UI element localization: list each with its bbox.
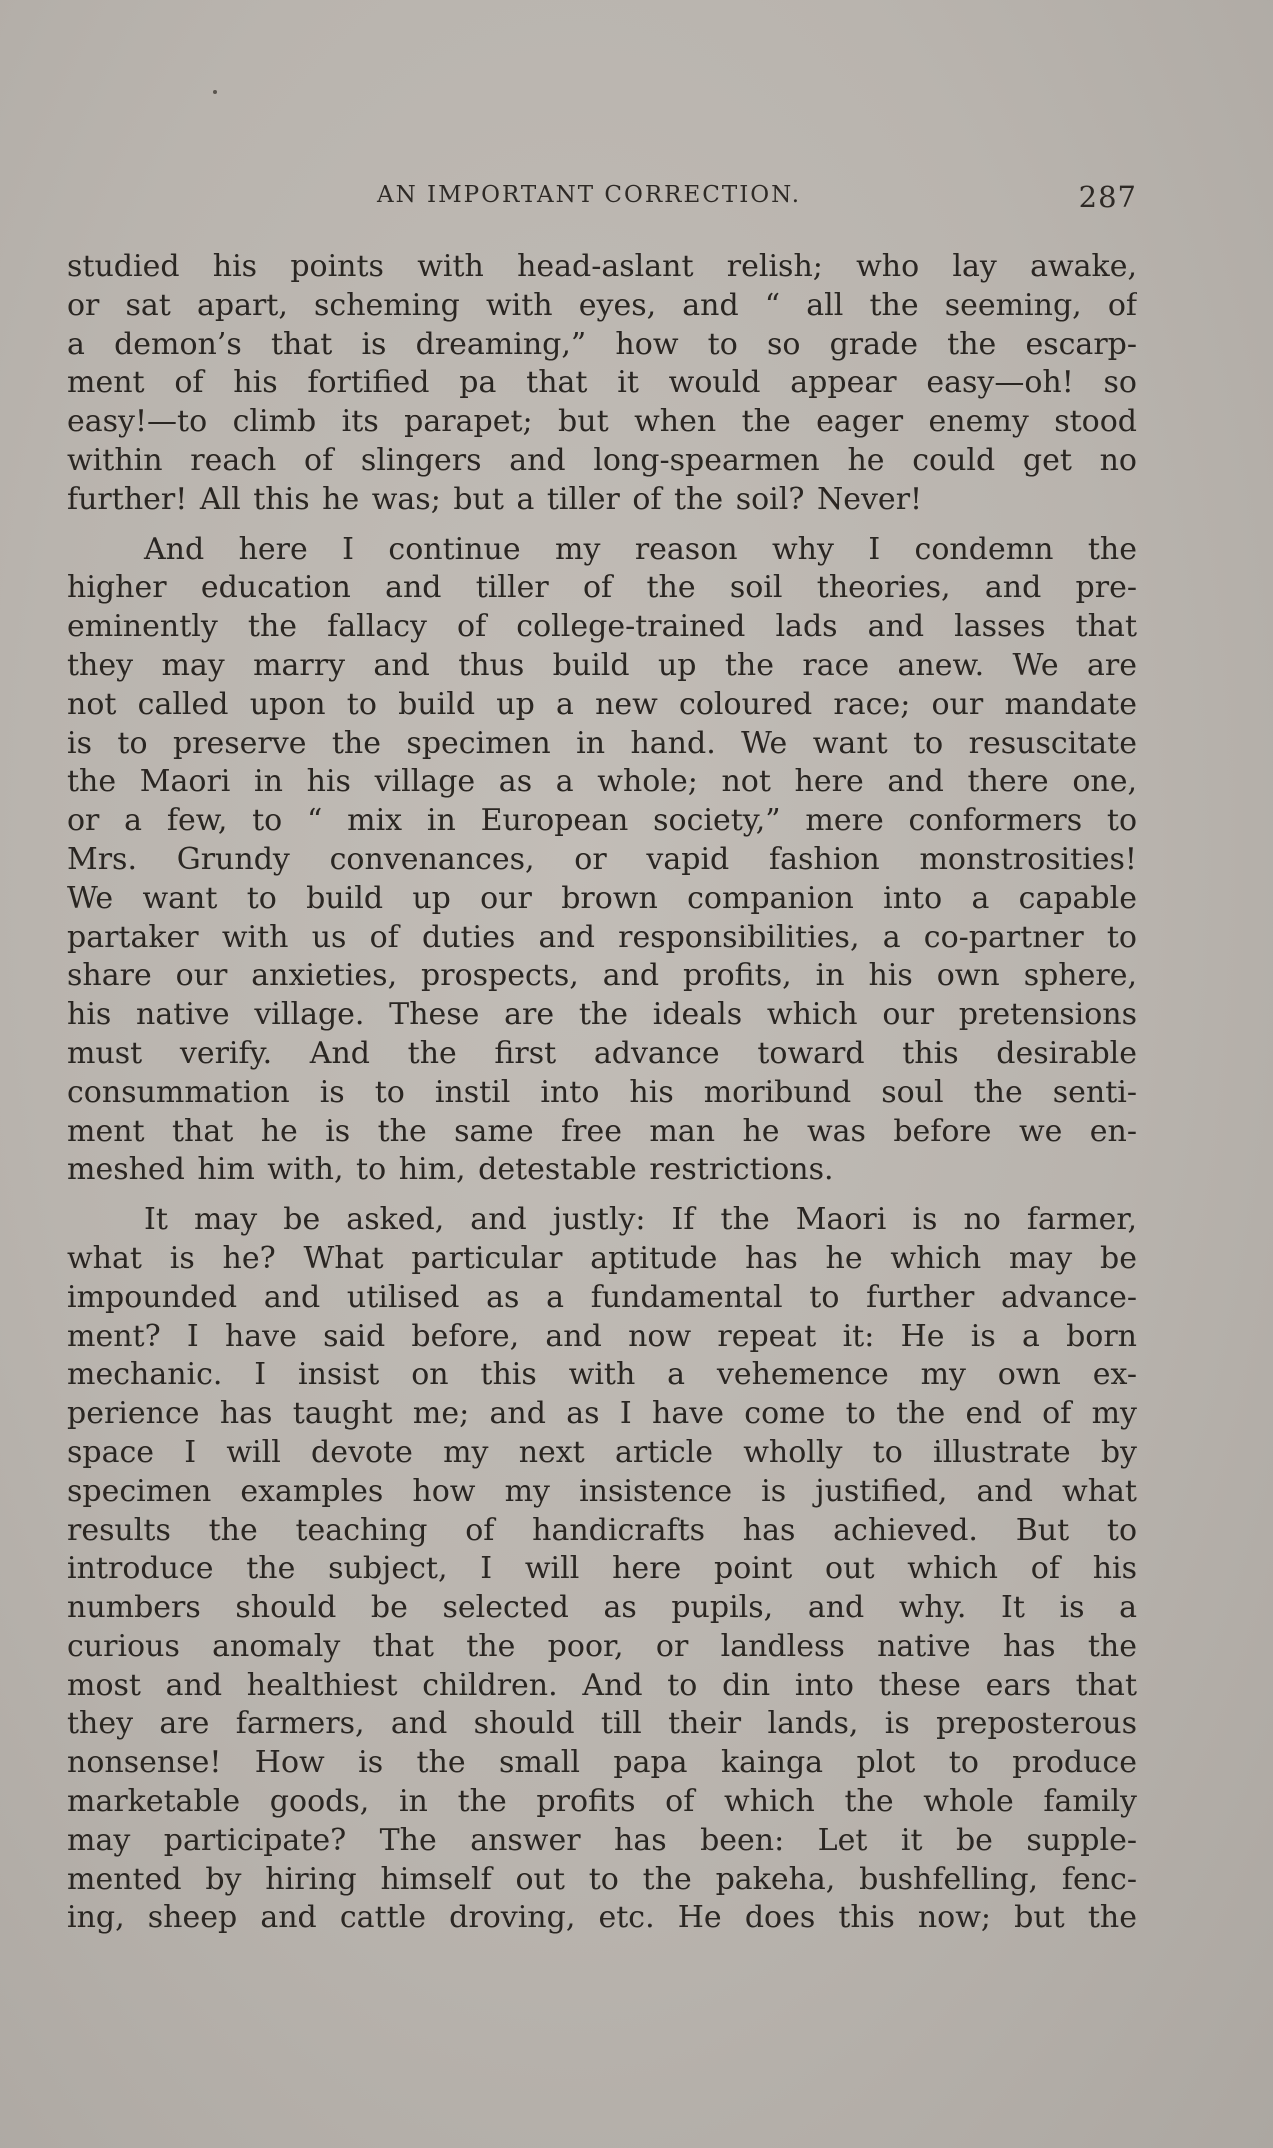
text-line: easy!—to climb its parapet; but when the eager enemy stood xyxy=(67,404,1137,440)
paper-speck xyxy=(213,90,217,94)
text-line: marketable goods, in the profits of which the whole family xyxy=(67,1784,1137,1820)
text-line: consummation is to instil into his moribund soul the senti- xyxy=(67,1074,1137,1110)
text-line: studied his points with head-aslant relish; who lay awake, xyxy=(67,249,1137,284)
text-line: impounded and utilised as a fundamental to further advance- xyxy=(67,1279,1137,1315)
text-line: they may marry and thus build up the race anew. We are xyxy=(67,647,1137,683)
text-line: higher education and tiller of the soil theories, and pre- xyxy=(67,570,1137,606)
text-line: results the teaching of handicrafts has achieved. But to xyxy=(67,1512,1137,1548)
body-text xyxy=(67,248,1137,1949)
text-line: eminently the fallacy of college-trained lads and lasses that xyxy=(67,609,1137,645)
text-line: ment that he is the same free man he was before we en- xyxy=(67,1113,1137,1149)
text-line: And here I continue my reason why I condemn the xyxy=(144,531,1137,567)
page-number: 287 xyxy=(1078,180,1137,214)
text-line: not called upon to build up a new coloured race; our mandate xyxy=(67,686,1137,722)
text-line: ment? I have said before, and now repeat it: He is a born xyxy=(67,1318,1137,1354)
text-line: partaker with us of duties and responsibilities, a co-partner to xyxy=(67,919,1137,955)
text-line: what is he? What particular aptitude has he which may be xyxy=(67,1240,1137,1276)
text-line: mented by hiring himself out to the pakeha, bushfelling, fenc- xyxy=(67,1861,1137,1897)
text-line: further! All this he was; but a tiller of the soil? Never! xyxy=(67,481,923,517)
text-line: introduce the subject, I will here point out which of his xyxy=(67,1551,1137,1587)
text-line: or sat apart, scheming with eyes, and “ all the seeming, of xyxy=(67,287,1137,323)
running-head xyxy=(67,180,1137,220)
text-line: perience has taught me; and as I have come to the end of my xyxy=(67,1396,1137,1432)
text-line: within reach of slingers and long-spearmen he could get no xyxy=(67,442,1137,478)
text-line: may participate? The answer has been: Let it be supple- xyxy=(67,1822,1137,1858)
text-line: they are farmers, and should till their lands, is preposterous xyxy=(67,1706,1137,1742)
paragraph xyxy=(67,1201,1137,1938)
text-line: ment of his fortified pa that it would appear easy—oh! so xyxy=(67,365,1137,401)
text-line: most and healthiest children. And to din into these ears that xyxy=(67,1667,1137,1703)
text-line: is to preserve the specimen in hand. We want to resuscitate xyxy=(67,725,1137,761)
text-line: meshed him with, to him, detestable restrictions. xyxy=(67,1152,834,1188)
text-line: We want to build up our brown companion into a capable xyxy=(67,880,1137,916)
text-line: curious anomaly that the poor, or landless native has the xyxy=(67,1628,1137,1664)
paragraph xyxy=(67,248,1137,520)
text-line: It may be asked, and justly: If the Maori is no farmer, xyxy=(144,1202,1137,1238)
text-line: mechanic. I insist on this with a vehemence my own ex- xyxy=(67,1357,1137,1393)
text-line: the Maori in his village as a whole; not here and there one, xyxy=(67,764,1137,800)
text-line: specimen examples how my insistence is justified, and what xyxy=(67,1473,1137,1509)
running-title: AN IMPORTANT CORRECTION. xyxy=(377,182,802,208)
text-line: numbers should be selected as pupils, and why. It is a xyxy=(67,1590,1137,1626)
text-line: must verify. And the first advance toward this desirable xyxy=(67,1035,1137,1071)
text-line: ing, sheep and cattle droving, etc. He does this now; but the xyxy=(67,1900,1137,1936)
text-line: space I will devote my next article wholly to illustrate by xyxy=(67,1434,1137,1470)
text-line: Mrs. Grundy convenances, or vapid fashion monstrosities! xyxy=(67,841,1137,877)
text-line: share our anxieties, prospects, and profits, in his own sphere, xyxy=(67,958,1137,994)
text-line: his native village. These are the ideals which our pretensions xyxy=(67,997,1137,1033)
text-line: a demon’s that is dreaming,” how to so grade the escarp- xyxy=(67,326,1137,362)
paragraph xyxy=(67,531,1137,1191)
text-line: or a few, to “ mix in European society,” mere conformers to xyxy=(67,803,1137,839)
text-line: nonsense! How is the small papa kainga plot to produce xyxy=(67,1745,1137,1781)
